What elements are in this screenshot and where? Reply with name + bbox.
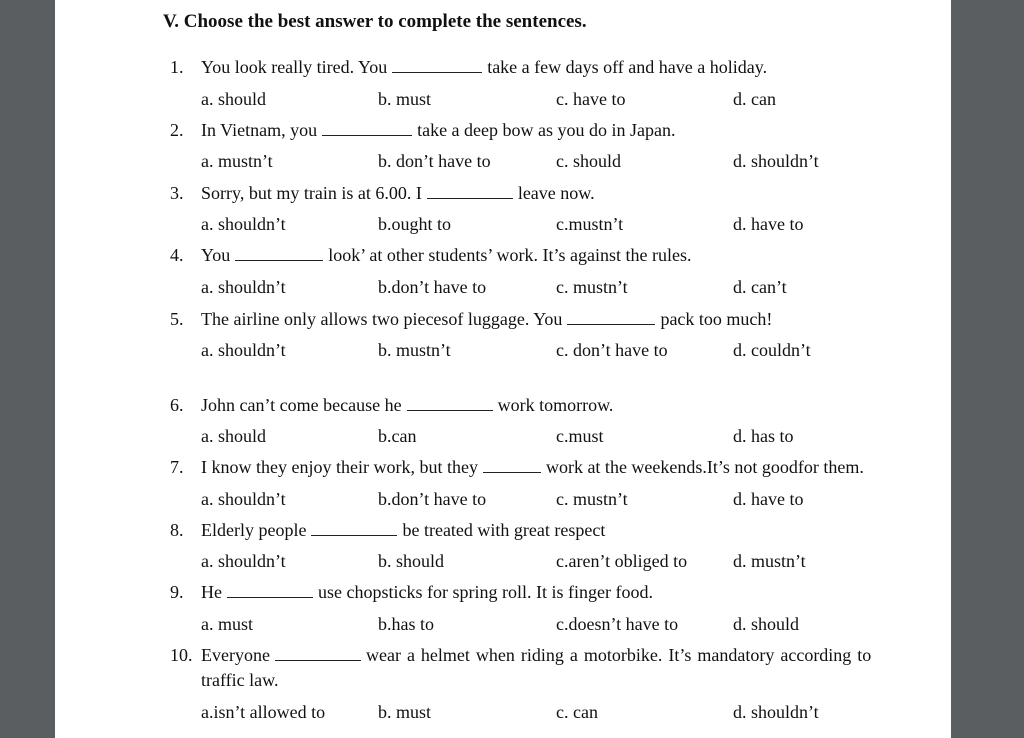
answer-blank[interactable] (235, 246, 323, 261)
option-c[interactable]: c.mustn’t (556, 214, 624, 234)
question-10-continuation: traffic law. (201, 670, 279, 690)
option-c[interactable]: c. can (556, 702, 598, 722)
question-8: 8. Elderly people be treated with great respect (170, 520, 606, 540)
option-d[interactable]: d. have to (733, 214, 804, 234)
question-4: 4. You look’ at other students’ work. It’s against the rules. (170, 245, 692, 265)
question-3: 3. Sorry, but my train is at 6.00. I leave now. (170, 183, 595, 203)
option-c[interactable]: c. should (556, 151, 621, 171)
option-a[interactable]: a. shouldn’t (201, 551, 286, 571)
option-c[interactable]: c. mustn’t (556, 277, 628, 297)
option-d[interactable]: d. can (733, 89, 776, 109)
option-a[interactable]: a. mustn’t (201, 151, 273, 171)
option-c[interactable]: c.aren’t obliged to (556, 551, 688, 571)
option-d[interactable]: d. has to (733, 426, 794, 446)
option-c[interactable]: c. don’t have to (556, 340, 668, 360)
answer-blank[interactable] (567, 310, 655, 325)
option-b[interactable]: b.don’t have to (378, 489, 487, 509)
option-b[interactable]: b. don’t have to (378, 151, 491, 171)
option-d[interactable]: d. can’t (733, 277, 787, 297)
section-heading: V. Choose the best answer to complete the sentences. (163, 11, 587, 32)
answer-blank[interactable] (407, 396, 493, 411)
answer-blank[interactable] (311, 521, 397, 536)
option-b[interactable]: b. mustn’t (378, 340, 451, 360)
question-6: 6. John can’t come because he work tomorrow. (170, 395, 614, 415)
option-d[interactable]: d. should (733, 614, 800, 634)
option-b[interactable]: b. must (378, 89, 432, 109)
option-b[interactable]: b. should (378, 551, 445, 571)
option-b[interactable]: b.can (378, 426, 417, 446)
option-b[interactable]: b.has to (378, 614, 434, 634)
option-c[interactable]: c.doesn’t have to (556, 614, 679, 634)
option-a[interactable]: a. should (201, 89, 266, 109)
answer-blank[interactable] (427, 184, 513, 199)
question-2: 2. In Vietnam, you take a deep bow as you do in Japan. (170, 120, 676, 140)
question-5: 5. The airline only allows two piecesof luggage. You pack too much! (170, 309, 773, 329)
option-c[interactable]: c. have to (556, 89, 626, 109)
question-7: 7. I know they enjoy their work, but they work at the weekends.It’s not goodfor them. (170, 457, 864, 477)
question-10: 10. Everyone wear a helmet when riding a motorbike. It’s mandatory according to (170, 645, 872, 665)
question-9: 9. He use chopsticks for spring roll. It is finger food. (170, 582, 653, 602)
question-1: 1. You look really tired. You take a few days off and have a holiday. (170, 57, 768, 77)
option-d[interactable]: d. mustn’t (733, 551, 806, 571)
option-a[interactable]: a. shouldn’t (201, 489, 286, 509)
option-b[interactable]: b. must (378, 702, 432, 722)
option-a[interactable]: a.isn’t allowed to (201, 702, 326, 722)
option-b[interactable]: b.ought to (378, 214, 452, 234)
option-c[interactable]: c.must (556, 426, 604, 446)
answer-blank[interactable] (322, 121, 412, 136)
option-c[interactable]: c. mustn’t (556, 489, 628, 509)
answer-blank[interactable] (227, 583, 313, 598)
option-d[interactable]: d. shouldn’t (733, 702, 819, 722)
answer-blank[interactable] (483, 458, 541, 473)
worksheet-page (55, 0, 951, 738)
option-a[interactable]: a. shouldn’t (201, 340, 286, 360)
option-a[interactable]: a. shouldn’t (201, 214, 286, 234)
option-d[interactable]: d. have to (733, 489, 804, 509)
option-d[interactable]: d. shouldn’t (733, 151, 819, 171)
option-a[interactable]: a. shouldn’t (201, 277, 286, 297)
option-b[interactable]: b.don’t have to (378, 277, 487, 297)
option-d[interactable]: d. couldn’t (733, 340, 811, 360)
option-a[interactable]: a. must (201, 614, 253, 634)
answer-blank[interactable] (275, 646, 361, 661)
answer-blank[interactable] (392, 58, 482, 73)
option-a[interactable]: a. should (201, 426, 266, 446)
